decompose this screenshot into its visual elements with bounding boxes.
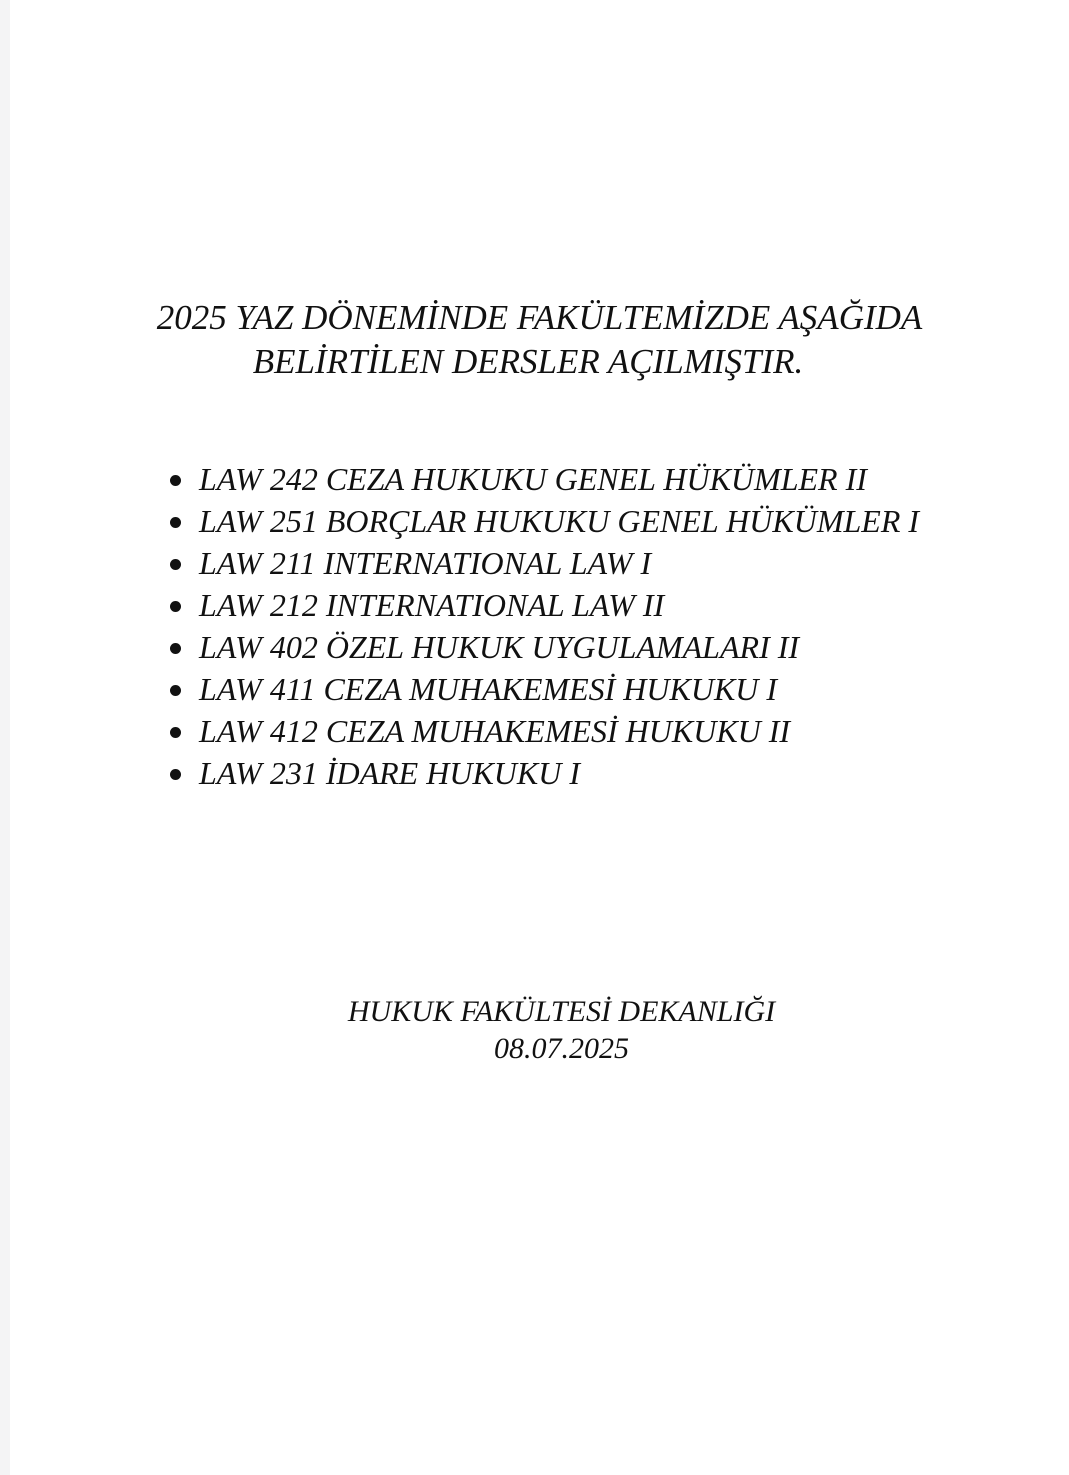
signature-date: 08.07.2025 [494, 1032, 629, 1065]
bullet-icon [170, 643, 181, 654]
course-item [170, 626, 919, 668]
document-page [10, 0, 1069, 1475]
course-list [170, 458, 919, 794]
course-item [170, 542, 919, 584]
course-label: LAW 412 CEZA MUHAKEMESİ HUKUKU II [199, 713, 791, 749]
bullet-icon [170, 517, 181, 528]
course-item [170, 752, 919, 794]
course-label: LAW 231 İDARE HUKUKU I [199, 755, 580, 791]
course-label: LAW 251 BORÇLAR HUKUKU GENEL HÜKÜMLER I [199, 503, 920, 539]
course-label: LAW 242 CEZA HUKUKU GENEL HÜKÜMLER II [199, 461, 867, 497]
signature-office: HUKUK FAKÜLTESİ DEKANLIĞI [347, 995, 776, 1028]
course-label: LAW 402 ÖZEL HUKUK UYGULAMALARI II [199, 629, 800, 665]
course-item [170, 584, 919, 626]
bullet-icon [170, 727, 181, 738]
bullet-icon [170, 769, 181, 780]
course-label: LAW 212 INTERNATIONAL LAW II [199, 587, 665, 623]
course-label: LAW 211 INTERNATIONAL LAW I [199, 545, 652, 581]
bullet-icon [170, 475, 181, 486]
bullet-icon [170, 685, 181, 696]
bullet-icon [170, 601, 181, 612]
announcement-heading [10, 296, 1069, 384]
course-item [170, 500, 919, 542]
course-item [170, 668, 919, 710]
heading-line-2: BELİRTİLEN DERSLER AÇILMIŞTIR. [252, 342, 804, 381]
signature-block [10, 993, 1069, 1067]
bullet-icon [170, 559, 181, 570]
course-item [170, 458, 919, 500]
heading-line-1: 2025 YAZ DÖNEMİNDE FAKÜLTEMİZDE AŞAĞIDA [156, 298, 923, 337]
course-label: LAW 411 CEZA MUHAKEMESİ HUKUKU I [199, 671, 778, 707]
course-item [170, 710, 919, 752]
